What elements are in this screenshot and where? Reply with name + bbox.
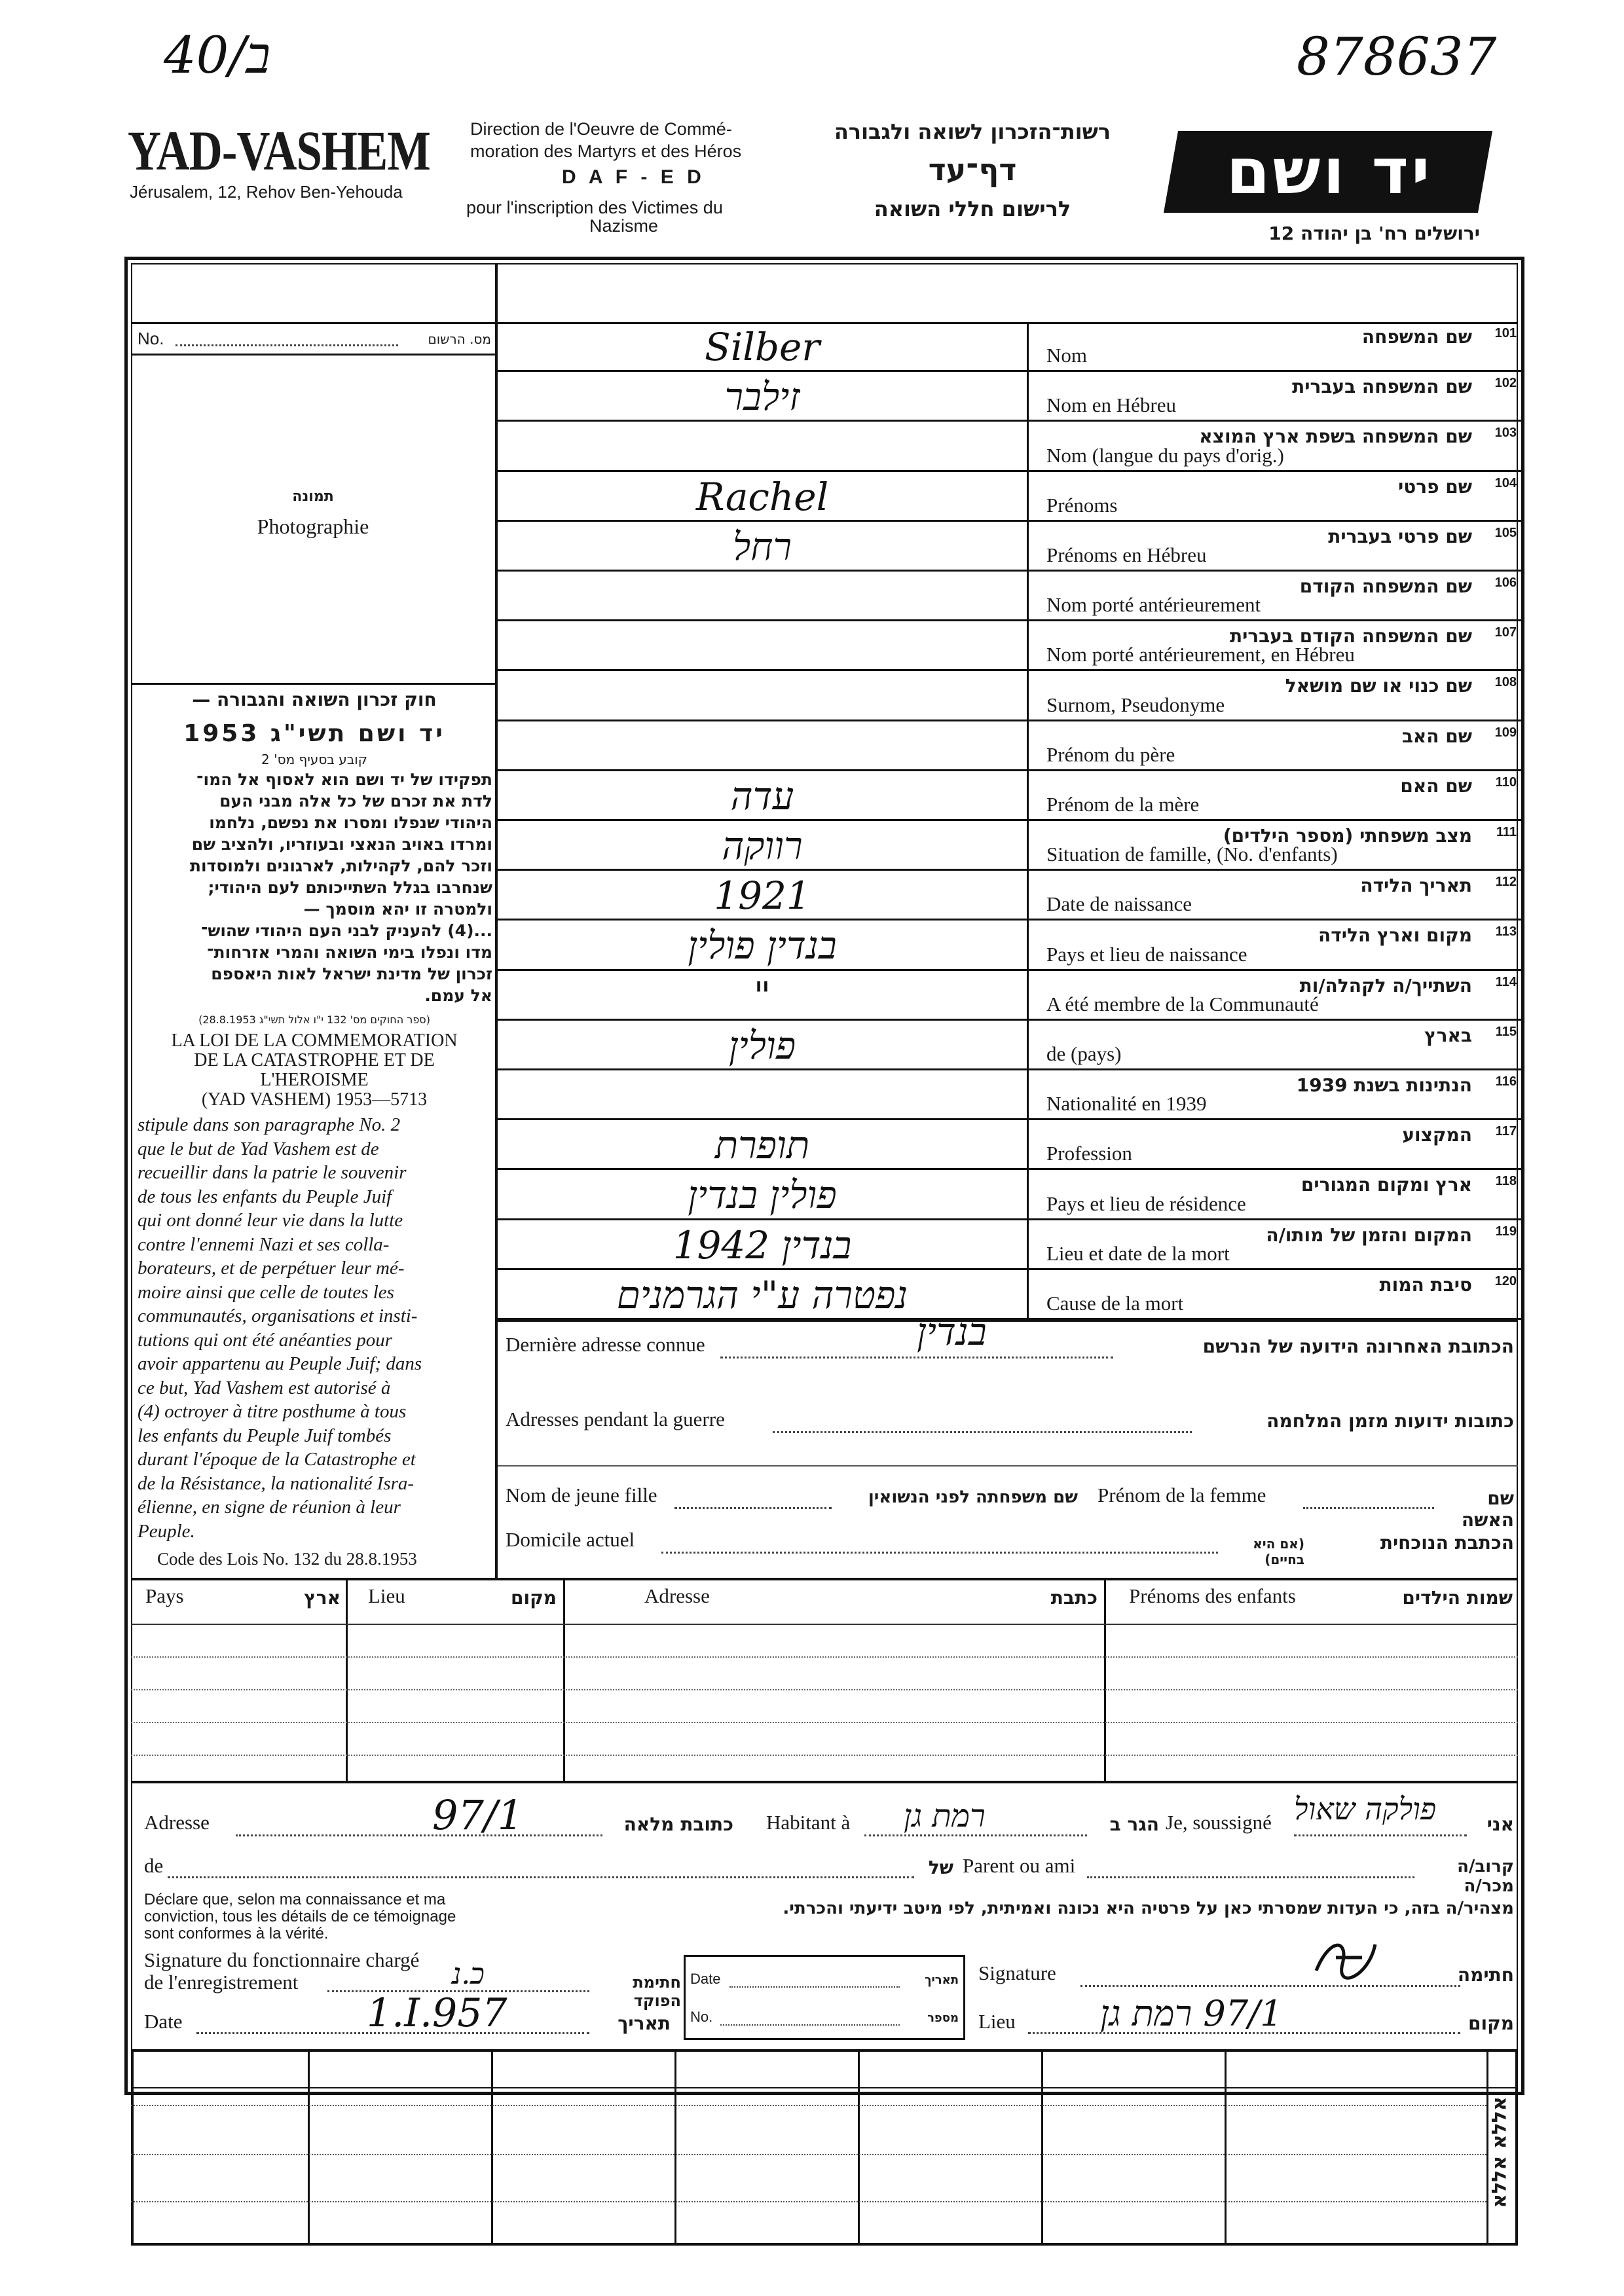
annotation-top-left: 40/ב: [164, 26, 271, 85]
law-he-line: ולמטרה זו יהא מוסמך —: [303, 900, 492, 919]
bottom-grid-row: [131, 2201, 1486, 2202]
field-label-he: השתייך/ה לקהלה/ות: [1299, 974, 1472, 996]
children-header-underline: [131, 1624, 1518, 1625]
no-box-label: No.: [690, 2009, 713, 2025]
bottom-grid-col: [1041, 2049, 1043, 2246]
field-label-fr: Profession: [1046, 1142, 1132, 1165]
law-fr-line: de la Résistance, la nationalité Isra-: [138, 1472, 415, 1494]
field-row-101: [498, 322, 1524, 372]
field-value-111[interactable]: [498, 821, 1027, 869]
field-label-120: [1027, 1270, 1524, 1318]
field-label-108: [1027, 671, 1524, 719]
field-value-text: בנדין 1942: [673, 1222, 852, 1267]
field-value-text: רווקה: [722, 824, 803, 868]
field-label-110: [1027, 771, 1524, 819]
lieu-label-he: מקום: [1468, 2013, 1514, 2034]
field-value-text: פולין: [728, 1023, 796, 1068]
field-label-119: [1027, 1220, 1524, 1268]
law-fr-line: borateurs, et de perpétuer leur mé-: [138, 1258, 405, 1279]
field-number: 107: [1494, 625, 1517, 640]
signature-mark: [1310, 1931, 1382, 1984]
field-value-text: [498, 422, 1027, 469]
field-row-119: [498, 1220, 1524, 1270]
field-label-fr: Cause de la mort: [1046, 1291, 1184, 1315]
field-label-116: [1027, 1070, 1524, 1118]
field-label-he: בארץ: [1424, 1024, 1472, 1046]
field-value-106[interactable]: [498, 572, 1027, 619]
lieu-label: Lieu: [978, 2010, 1016, 2033]
law-he-line: שנחרבו בגלל השתייכותם לעם היהודי;: [208, 878, 492, 897]
no-box-field[interactable]: [720, 2024, 900, 2026]
org-name: YAD-VASHEM: [128, 119, 431, 182]
field-row-111: [498, 821, 1524, 871]
field-label-fr: Nom (langue du pays d'orig.): [1046, 443, 1284, 467]
domicile-label-he: הכתבת הנוכחית: [1380, 1532, 1514, 1554]
field-number: 114: [1495, 974, 1517, 989]
header-fr-line2: moration des Martyrs et des Héros: [470, 141, 742, 161]
field-value-text: [498, 621, 1027, 669]
field-number: 120: [1494, 1273, 1517, 1288]
field-number: 119: [1495, 1224, 1517, 1239]
declarant-adresse-label: Adresse: [144, 1811, 210, 1834]
date-box-field[interactable]: [729, 1986, 900, 1988]
logo-address: ירושלים רח' בן יהודה 12: [1268, 223, 1480, 244]
children-lieu-label-he: מקום: [511, 1587, 557, 1609]
field-number: 103: [1494, 426, 1517, 441]
field-label-fr: Nom en Hébreu: [1046, 393, 1176, 417]
sig-official-label2: de l'enregistrement: [144, 1971, 299, 1994]
domicile-field[interactable]: [661, 1552, 1218, 1554]
date-label: Date: [144, 2010, 183, 2033]
header-fr-line4: Nazisme: [589, 216, 659, 236]
field-label-118: [1027, 1170, 1524, 1218]
header-he-line2: לרישום חללי השואה: [874, 196, 1071, 221]
field-label-he: שם האם: [1400, 774, 1472, 797]
field-number: 117: [1495, 1124, 1517, 1139]
date-no-box: [684, 1955, 965, 2040]
field-label-fr: Pays et lieu de résidence: [1046, 1192, 1246, 1215]
field-value-116[interactable]: [498, 1070, 1027, 1118]
date-value: 1.I.957: [367, 1990, 507, 2036]
children-prenoms-label-he: שמות הילדים: [1402, 1587, 1513, 1609]
field-label-he: שם פרטי בעברית: [1328, 525, 1472, 547]
address-block-top: [498, 1320, 1518, 1322]
field-label-he: שם כנוי או שם מושאל: [1285, 675, 1472, 697]
declarant-adresse-value: 97/1: [432, 1791, 524, 1839]
bottom-grid-col: [1225, 2049, 1227, 2246]
field-label-he: מצב משפחתי (מספר הילדים): [1223, 825, 1472, 847]
field-label-103: [1027, 422, 1524, 469]
field-number: 112: [1495, 875, 1517, 890]
field-value-text: עדה: [730, 773, 794, 818]
domicile-label-he-note: (אם היא בחיים): [1253, 1536, 1304, 1567]
field-number: 105: [1494, 525, 1517, 540]
field-row-104: [498, 472, 1524, 522]
field-value-text: זילבר: [724, 374, 800, 420]
field-value-103[interactable]: [498, 422, 1027, 469]
law-he-line: לדת את זכרם של כל אלה מבני העם: [219, 792, 492, 811]
law-he-subtitle: יד ושם תשי"ג 1953: [183, 720, 445, 747]
declare-fr-line3: sont conformes à la vérité.: [144, 1925, 329, 1942]
field-label-he: שם המשפחה הקודם: [1299, 575, 1472, 597]
field-label-fr: Prénoms: [1046, 493, 1118, 517]
law-he-line: היהודי שנפלו ומסרו את נפשם, נלחמו: [209, 813, 492, 832]
org-address: Jérusalem, 12, Rehov Ben-Yehouda: [130, 182, 403, 202]
law-fr-line: Peuple.: [138, 1520, 195, 1542]
field-value-text: נפטרה ע"י הגרמנים: [616, 1272, 908, 1317]
children-pays-label: Pays: [145, 1584, 184, 1607]
law-he-line: ומרדו באויב הנאצי ובעוזריו, ולהציב שם: [191, 835, 492, 854]
children-col-2: [563, 1580, 565, 1781]
field-label-115: [1027, 1021, 1524, 1068]
field-label-fr: Date de naissance: [1046, 892, 1192, 916]
field-value-108[interactable]: [498, 671, 1027, 719]
header-fr-dafed: D A F - E D: [562, 166, 705, 188]
bottom-grid-col: [308, 2049, 310, 2246]
last-address-field[interactable]: [720, 1357, 1113, 1358]
law-he-line: אל עמם.: [424, 986, 492, 1005]
registration-no-label-he: מס. הרשום: [428, 331, 491, 347]
field-label-109: [1027, 721, 1524, 769]
law-fr-line: tutions qui ont été anéanties pour: [138, 1329, 393, 1351]
field-label-fr: Surnom, Pseudonyme: [1046, 693, 1225, 716]
children-row[interactable]: [131, 1722, 1518, 1723]
children-col-3: [1104, 1580, 1106, 1781]
no-box-label-he: מספר: [927, 2011, 959, 2025]
bottom-grid-col: [491, 2049, 493, 2246]
field-value-text: 1921: [714, 873, 811, 919]
children-adresse-label-he: כתבת: [1050, 1587, 1098, 1609]
field-number: 118: [1495, 1174, 1517, 1189]
declarant-habitant-label: Habitant à: [766, 1811, 851, 1834]
maiden-name-field[interactable]: [674, 1507, 832, 1509]
field-row-107: [498, 621, 1524, 671]
field-value-105[interactable]: [498, 522, 1027, 570]
domicile-label: Domicile actuel: [506, 1528, 635, 1551]
field-value-117[interactable]: [498, 1120, 1027, 1168]
field-label-he: שם המשפחה הקודם בעברית: [1229, 625, 1472, 647]
field-value-114[interactable]: [498, 971, 1027, 1019]
law-he-para: קובע בסעיף מס' 2: [261, 752, 367, 767]
field-value-115[interactable]: [498, 1021, 1027, 1068]
bottom-grid-col: [858, 2049, 860, 2246]
field-row-114: [498, 971, 1524, 1021]
field-number: 102: [1494, 376, 1517, 391]
children-lieu-label: Lieu: [368, 1584, 405, 1607]
declare-fr-line2: conviction, tous les détails de ce témoignage: [144, 1908, 456, 1925]
law-fr-line: ce but, Yad Vashem est autorisé à: [138, 1377, 391, 1398]
field-label-fr: de (pays): [1046, 1042, 1122, 1065]
children-row[interactable]: [131, 1755, 1518, 1756]
field-value-text: [498, 1070, 1027, 1118]
law-fr-line: avoir appartenu au Peuple Juif; dans: [138, 1353, 422, 1374]
field-label-117: [1027, 1120, 1524, 1168]
footer-vertical-text: אללא אללא: [1488, 2096, 1511, 2208]
field-row-108: [498, 671, 1524, 721]
field-label-he: שם האב: [1401, 725, 1472, 747]
field-label-he: סיבת המות: [1379, 1273, 1472, 1296]
law-fr-title4: (YAD VASHEM) 1953—5713: [201, 1089, 428, 1110]
field-row-102: [498, 372, 1524, 422]
field-value-107[interactable]: [498, 621, 1027, 669]
field-value-text: רחל: [733, 524, 792, 569]
field-label-fr: Situation de famille, (No. d'enfants): [1046, 843, 1338, 866]
children-table-top: [131, 1578, 1518, 1580]
declarant-adresse-field[interactable]: [236, 1834, 602, 1836]
declarant-de-label: de: [144, 1854, 164, 1877]
field-label-101: [1027, 322, 1524, 370]
law-fr-title1: LA LOI DE LA COMMEMORATION: [171, 1030, 458, 1051]
law-he-ref: (ספר החוקים מס' 132 י"ו אלול תשי"ג 28.8.1953): [198, 1013, 430, 1026]
declarant-habitant-value: רמת גן: [904, 1798, 986, 1834]
law-fr-line: stipule dans son paragraphe No. 2: [138, 1114, 401, 1135]
field-label-fr: Nationalité en 1939: [1046, 1092, 1207, 1116]
field-value-112[interactable]: [498, 871, 1027, 919]
field-value-text: [498, 671, 1027, 719]
declarant-de-field[interactable]: [168, 1876, 914, 1878]
field-row-113: [498, 920, 1524, 970]
date-box-label-he: תאריך: [925, 1973, 959, 1987]
wife-name-field[interactable]: [1303, 1507, 1434, 1509]
field-value-text: Silber: [704, 325, 820, 369]
field-value-102[interactable]: [498, 372, 1027, 420]
law-fr-line: recueillir dans la patrie le souvenir: [138, 1162, 407, 1183]
field-number: 106: [1494, 575, 1517, 590]
field-number: 116: [1495, 1074, 1517, 1089]
children-pays-label-he: ארץ: [304, 1587, 341, 1609]
last-address-label: Dernière adresse connue: [506, 1333, 705, 1356]
field-value-104[interactable]: [498, 472, 1027, 520]
bottom-grid-row: [131, 2105, 1486, 2106]
law-he-line: תפקידו של יד ושם הוא לאסוף אל המו־: [196, 770, 492, 789]
header-fr-line1: Direction de l'Oeuvre de Commé-: [470, 119, 732, 139]
field-value-text: Rachel: [695, 474, 829, 519]
field-value-113[interactable]: [498, 920, 1027, 968]
declarant-adresse-label-he: כתובת מלאה: [623, 1813, 733, 1835]
photo-label-he: תמונה: [292, 488, 334, 505]
law-he-line: וזכר להם, לקהילות, לארגונים ולמוסדות: [189, 856, 492, 875]
sig-official-label1: Signature du fonctionnaire chargé: [144, 1948, 420, 1971]
children-prenoms-label: Prénoms des enfants: [1129, 1584, 1296, 1607]
field-row-116: [498, 1070, 1524, 1120]
field-label-he: מקום וארץ הלידה: [1318, 924, 1472, 947]
war-address-divider: [498, 1465, 1518, 1467]
field-label-107: [1027, 621, 1524, 669]
sig-official-label-he: חתימת הפוקד: [633, 1973, 681, 2010]
law-fr-line: communautés, organisations et insti-: [138, 1305, 418, 1326]
law-he-line: זכרון של מדינת ישראל לאות היאספם: [211, 964, 492, 983]
date-box-label: Date: [690, 1971, 721, 1987]
field-label-104: [1027, 472, 1524, 520]
field-label-fr: Prénoms en Hébreu: [1046, 543, 1207, 566]
field-value-text: [498, 572, 1027, 619]
field-value-text: פולין בנדין: [688, 1173, 837, 1218]
field-value-101[interactable]: [498, 322, 1027, 370]
field-value-text: ": [753, 973, 771, 1018]
field-label-fr: Prénom de la mère: [1046, 792, 1200, 816]
law-he-line: מדו ונפלו בימי השואה והמרי אזרחות־: [207, 943, 492, 962]
declarant-parent-label: Parent ou ami: [963, 1854, 1076, 1877]
bottom-grid-box: [131, 2049, 1518, 2246]
law-fr-ref: Code des Lois No. 132 du 28.8.1953: [157, 1549, 417, 1569]
declarant-parent-label-he: קרוב/ה מכר/ה: [1457, 1857, 1514, 1896]
field-label-111: [1027, 821, 1524, 869]
law-fr-line: contre l'ennemi Nazi et ses colla-: [138, 1233, 390, 1255]
law-fr-title3: L'HEROISME: [260, 1070, 369, 1090]
field-label-fr: Nom porté antérieurement: [1046, 593, 1261, 617]
bottom-grid-col: [674, 2049, 676, 2246]
field-row-105: [498, 522, 1524, 572]
children-adresse-label: Adresse: [644, 1584, 710, 1607]
war-address-field[interactable]: [773, 1431, 1192, 1433]
law-fr-line: qui ont donné leur vie dans la lutte: [138, 1210, 403, 1231]
wife-name-label-he: שם האשה: [1461, 1487, 1514, 1531]
field-number: 104: [1494, 475, 1517, 490]
field-label-fr: Prénom du père: [1046, 742, 1175, 766]
law-fr-line: que le but de Yad Vashem est de: [138, 1138, 379, 1159]
declare-fr-line1: Déclare que, selon ma connaissance et ma: [144, 1891, 446, 1908]
field-value-109[interactable]: [498, 721, 1027, 769]
field-value-text: תופרת: [714, 1123, 810, 1168]
law-fr-line: élienne, en signe de réunion à leur: [138, 1497, 401, 1518]
field-label-he: שם המשפחה בשפת ארץ המוצא: [1199, 426, 1472, 448]
law-fr-title2: DE LA CATASTROPHE ET DE: [194, 1050, 435, 1070]
field-number: 110: [1495, 774, 1517, 790]
field-label-113: [1027, 920, 1524, 968]
registration-no-label: No.: [138, 329, 164, 348]
field-value-118[interactable]: [498, 1170, 1027, 1218]
sig-official-value: כ.נ: [452, 1958, 485, 1991]
law-fr-line: moire ainsi que celle de toutes les: [138, 1281, 394, 1303]
war-address-label-he: כתובות ידועות מזמן המלחמה: [1266, 1410, 1514, 1432]
bottom-grid-row: [131, 2154, 1486, 2155]
field-label-he: שם המשפחה בעברית: [1292, 376, 1472, 398]
field-row-117: [498, 1120, 1524, 1170]
header-he-dafed: דף־עד: [928, 152, 1017, 187]
field-number: 101: [1494, 326, 1517, 340]
war-address-label: Adresses pendant la guerre: [506, 1408, 725, 1430]
field-label-fr: Nom: [1046, 344, 1087, 367]
law-he-title: חוק זכרון השואה והגבורה —: [192, 689, 437, 710]
children-row[interactable]: [131, 1656, 1518, 1658]
field-label-105: [1027, 522, 1524, 570]
maiden-name-label: Nom de jeune fille: [506, 1484, 657, 1506]
law-fr-line: de tous les enfants du Peuple Juif: [138, 1186, 392, 1207]
header-fr-line3: pour l'inscription des Victimes du: [466, 198, 723, 217]
field-number: 111: [1496, 825, 1517, 839]
field-number: 109: [1494, 725, 1517, 740]
field-label-he: הנתינות בשנת 1939: [1296, 1074, 1472, 1096]
signature-field[interactable]: [1080, 1985, 1460, 1987]
field-value-text: בנדין פולין: [688, 923, 837, 968]
field-label-114: [1027, 971, 1524, 1019]
field-label-102: [1027, 372, 1524, 420]
field-label-he: המקצוע: [1402, 1124, 1472, 1146]
logo-text: יד ושם: [1226, 135, 1433, 208]
field-label-106: [1027, 572, 1524, 619]
field-row-106: [498, 572, 1524, 621]
field-label-fr: A été membre de la Communauté: [1046, 992, 1319, 1015]
field-label-fr: Lieu et date de la mort: [1046, 1241, 1230, 1265]
declarant-habitant-label-he: הגר ב: [1109, 1813, 1159, 1835]
declarant-je-value: פולקה שאול: [1294, 1791, 1437, 1827]
children-col-1: [346, 1580, 348, 1781]
field-label-he: המקום והזמן של מותו/ה: [1266, 1224, 1472, 1246]
field-row-112: [498, 871, 1524, 920]
field-number: 113: [1495, 924, 1517, 939]
declare-he: מצהיר/ה בזה, כי העדות שמסרתי כאן על פרטיה היא נכונה ואמיתית, לפי מיטב ידיעתי והכרתי.: [783, 1899, 1514, 1918]
registration-no-field[interactable]: [175, 344, 398, 346]
field-number: 115: [1495, 1024, 1517, 1039]
field-row-110: [498, 771, 1524, 821]
last-address-value: בנדין: [917, 1309, 987, 1354]
photo-label-fr: Photographie: [257, 515, 369, 538]
photo-box[interactable]: [131, 355, 495, 683]
declarant-je-field[interactable]: [1294, 1834, 1467, 1836]
declarant-habitant-field[interactable]: [864, 1834, 1087, 1836]
law-he-body: [136, 769, 492, 1006]
field-label-fr: Pays et lieu de naissance: [1046, 942, 1247, 966]
field-label-he: תאריך הלידה: [1360, 875, 1472, 897]
field-row-118: [498, 1170, 1524, 1220]
field-row-115: [498, 1021, 1524, 1070]
wife-name-label: Prénom de la femme: [1098, 1484, 1266, 1506]
maiden-name-label-he: שם משפחתה לפני הנשואין: [868, 1487, 1078, 1507]
law-fr-line: les enfants du Peuple Juif tombés: [138, 1425, 392, 1446]
field-value-110[interactable]: [498, 771, 1027, 819]
date-label-he: תאריך: [618, 2013, 671, 2034]
field-row-103: [498, 422, 1524, 471]
children-row[interactable]: [131, 1689, 1518, 1690]
annotation-top-right: 878637: [1297, 26, 1497, 87]
field-number: 108: [1494, 675, 1517, 690]
lieu-value: 97/1 רמת גן: [1100, 1993, 1283, 2034]
declarant-de-label-he: של: [928, 1857, 953, 1878]
field-value-text: [498, 721, 1027, 769]
law-he-line: ...(4) להעניק לבני העם היהודי שהוש־: [200, 921, 492, 940]
law-fr-line: durant l'époque de la Catastrophe et: [138, 1449, 416, 1470]
signature-label-he: חתימה: [1457, 1964, 1514, 1986]
last-address-label-he: הכתובת האחרונה הידועה של הנרשם: [1202, 1336, 1514, 1357]
field-label-fr: Nom porté antérieurement, en Hébreu: [1046, 643, 1355, 666]
law-box-top: [131, 683, 495, 685]
field-label-he: שם פרטי: [1397, 475, 1472, 498]
signature-scribble: [1310, 1931, 1382, 1984]
declarant-je-label-he: אני: [1486, 1813, 1514, 1835]
field-value-119[interactable]: [498, 1220, 1027, 1268]
children-table-bottom: [131, 1781, 1518, 1783]
law-fr-body: [138, 1113, 492, 1543]
header-he-line1: רשות־הזכרון לשואה ולגבורה: [834, 119, 1111, 144]
law-fr-line: (4) octroyer à titre posthume à tous: [138, 1401, 407, 1422]
signature-label: Signature: [978, 1961, 1056, 1984]
field-row-120: [498, 1270, 1524, 1320]
field-label-he: שם המשפחה: [1361, 326, 1472, 348]
field-row-109: [498, 721, 1524, 771]
declarant-je-label: Je, soussigné: [1166, 1811, 1272, 1834]
field-label-112: [1027, 871, 1524, 919]
field-label-he: ארץ ומקום המגורים: [1301, 1174, 1472, 1196]
declarant-parent-field[interactable]: [1087, 1876, 1414, 1878]
